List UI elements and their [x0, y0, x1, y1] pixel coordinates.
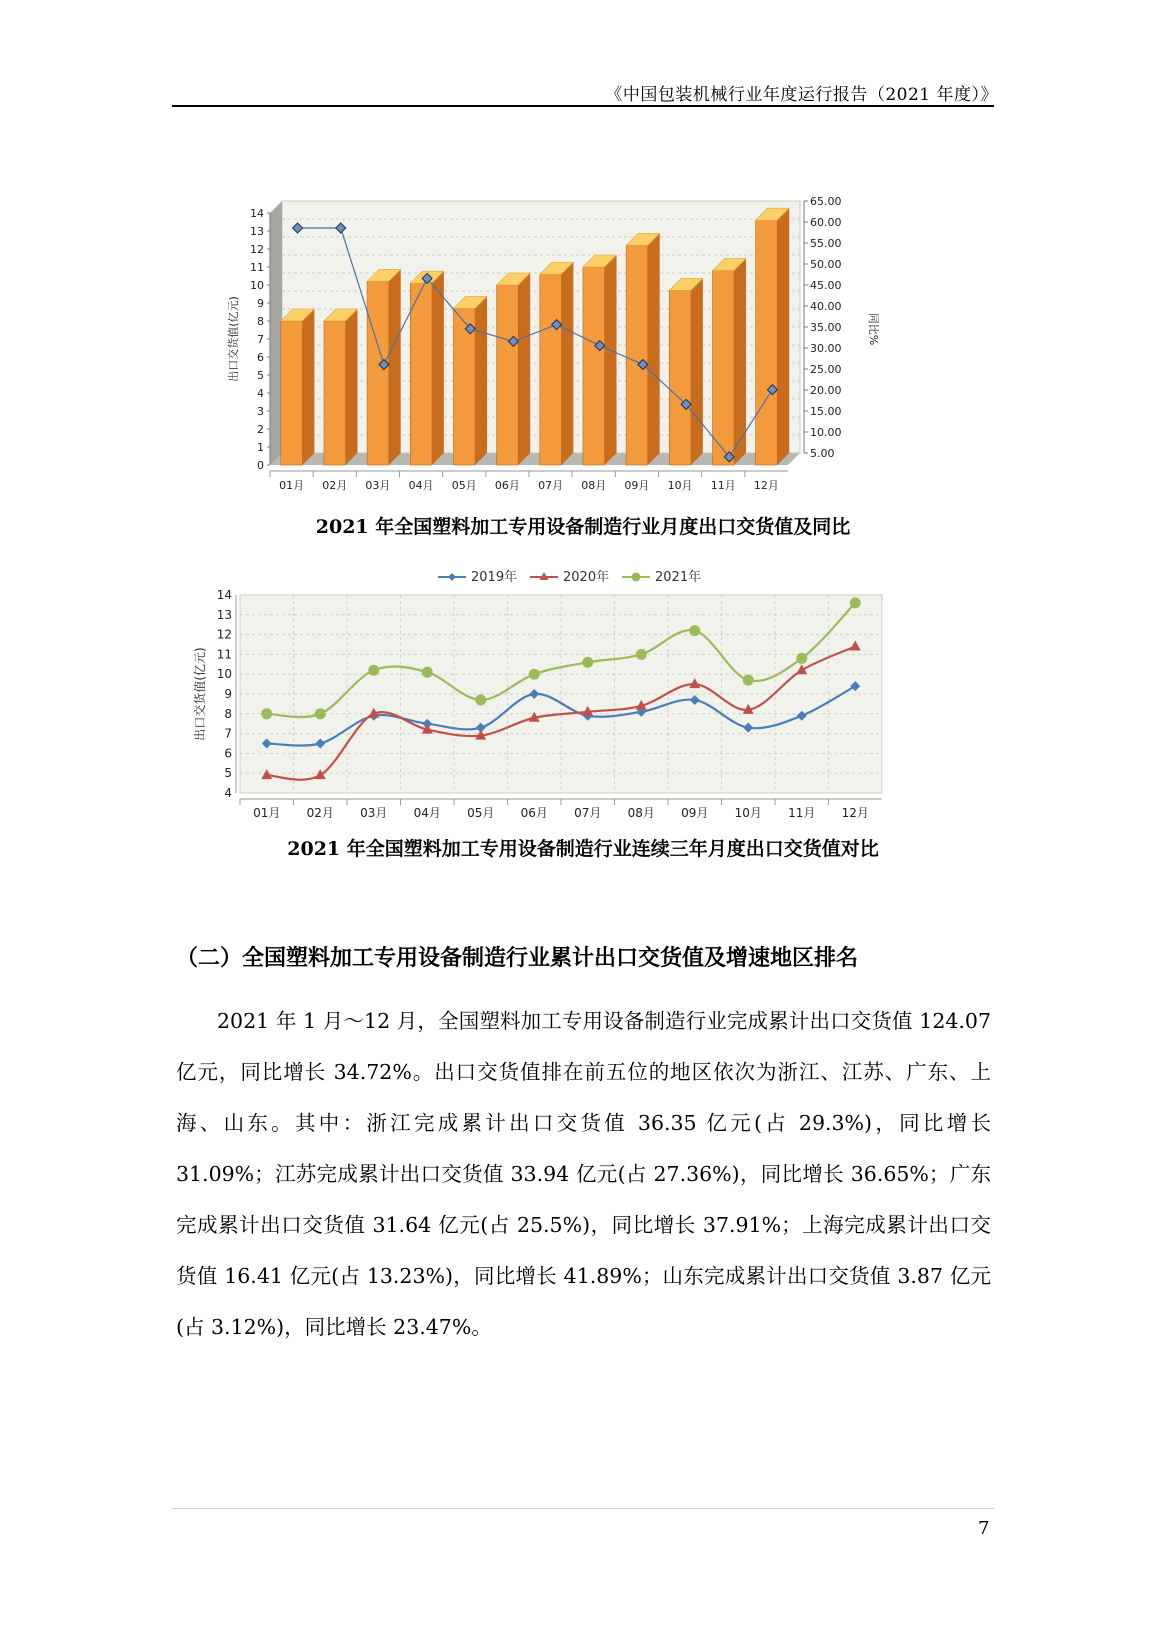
- plot-side-wall: [270, 201, 282, 465]
- x-tick-label: 01月: [253, 806, 281, 820]
- x-tick-label: 11月: [788, 806, 816, 820]
- x-tick-label: 10月: [734, 806, 762, 820]
- y-axis-title: 出口交货值(亿元): [193, 647, 207, 741]
- legend-item: [622, 569, 701, 585]
- y-tick-label: 11: [250, 261, 264, 274]
- x-tick-label: 06月: [494, 479, 520, 492]
- legend-marker: [448, 573, 456, 581]
- y-tick-label: 6: [224, 746, 232, 761]
- body-paragraph: 2021 年 1 月～12 月，全国塑料加工专用设备制造行业完成累计出口交货值 124.07 亿元，同比增长 34.72%。出口交货值排在前五位的地区依次为浙江、江苏、广东、上海、山东。其中：浙江完成累计出口交货值 36.35 亿元(占 29.3%)，同比增长 31.09%；江苏完成累计出口交货值 33.94 亿元(占 27.36%)，同比增长 36.65%；广东完成累计出口交货值 31.64 亿元(占 25.5%)，同比增长 37.91%；上海完成累计出口交货值 16.41 亿元(占 13.23%)，同比增长 41.89%；山东完成累计出口交货值 3.87 亿元(占 3.12%)，同比增长 23.47%。: [176, 1009, 991, 1339]
- y2-tick-label: 25.00: [810, 363, 842, 376]
- y-tick-label: 7: [224, 726, 232, 741]
- bar-11月: [712, 259, 746, 465]
- bar-05月: [453, 296, 487, 465]
- legend-label: 2020年: [563, 570, 610, 585]
- footer-rule: [172, 1508, 994, 1509]
- x-tick-label: 09月: [681, 806, 709, 820]
- point-2021年: [743, 675, 754, 686]
- y-tick-label: 12: [250, 243, 264, 256]
- bar-side: [432, 271, 444, 465]
- y-tick-label: 2: [257, 423, 264, 436]
- bar-front: [367, 281, 389, 465]
- bar-side: [648, 233, 660, 465]
- bar-side: [561, 262, 573, 465]
- bar-line-chart: [225, 195, 880, 495]
- y2-tick-label: 20.00: [810, 384, 842, 397]
- y-tick-label: 0: [257, 459, 264, 472]
- x-tick-label: 04月: [413, 806, 441, 820]
- y2-axis-title: 同比%: [867, 312, 880, 346]
- point-2021年: [315, 708, 326, 719]
- y-tick-label: 6: [257, 351, 264, 364]
- y2-tick-label: 45.00: [810, 279, 842, 292]
- y2-tick-label: 60.00: [810, 216, 842, 229]
- bar-side: [475, 296, 487, 465]
- y-tick-label: 13: [250, 225, 264, 238]
- y-tick-label: 9: [224, 687, 232, 701]
- y2-tick-label: 15.00: [810, 405, 842, 418]
- point-2021年: [850, 597, 861, 608]
- legend: [438, 569, 701, 585]
- bar-side: [518, 273, 530, 465]
- point-2021年: [636, 649, 647, 660]
- bar-front: [540, 274, 562, 465]
- y-tick-label: 8: [257, 315, 264, 328]
- y-tick-label: 4: [257, 387, 264, 400]
- x-tick-label: 10月: [667, 479, 693, 492]
- bar-side: [605, 255, 617, 465]
- bar-side: [777, 208, 789, 465]
- section-title: （二）全国塑料加工专用设备制造行业累计出口交货值及增速地区排名: [176, 946, 859, 971]
- y-tick-label: 10: [216, 667, 232, 682]
- point-2021年: [261, 708, 272, 719]
- x-tick-label: 06月: [520, 806, 548, 820]
- header-rule: [172, 105, 994, 107]
- page-number: 7: [978, 1518, 990, 1539]
- y2-tick-label: 10.00: [810, 426, 842, 439]
- y-tick-label: 5: [257, 369, 264, 382]
- y-tick-label: 8: [224, 706, 232, 721]
- point-2021年: [529, 669, 540, 680]
- bar-02月: [324, 309, 358, 465]
- x-tick-label: 05月: [467, 806, 495, 820]
- y-tick-label: 11: [216, 647, 232, 662]
- chart2-caption: 2021 年全国塑料加工专用设备制造行业连续三年月度出口交货值对比: [287, 838, 879, 860]
- bar-front: [583, 267, 605, 465]
- bar-front: [756, 220, 778, 465]
- x-tick-label: 02月: [306, 806, 334, 820]
- legend-marker: [632, 573, 641, 582]
- y-tick-label: 14: [216, 588, 232, 602]
- bar-10月: [669, 278, 703, 465]
- x-tick-label: 07月: [574, 806, 602, 820]
- x-tick-label: 05月: [451, 479, 477, 492]
- x-tick-label: 02月: [322, 479, 348, 492]
- point-2021年: [368, 665, 379, 676]
- bar-front: [712, 271, 734, 465]
- x-tick-label: 04月: [408, 479, 434, 492]
- bar-side: [346, 309, 358, 465]
- y2-tick-label: 35.00: [810, 321, 842, 334]
- legend-item: [438, 569, 517, 585]
- bar-04月: [410, 271, 444, 465]
- chart1-caption: 2021 年全国塑料加工专用设备制造行业月度出口交货值及同比: [315, 516, 851, 538]
- bar-12月: [756, 208, 790, 465]
- y2-tick-label: 55.00: [810, 237, 842, 250]
- bar-front: [497, 285, 519, 465]
- legend-label: 2021年: [655, 570, 702, 585]
- bar-front: [626, 245, 648, 465]
- legend-label: 2019年: [471, 570, 518, 585]
- y-tick-label: 13: [216, 607, 232, 622]
- x-tick-label: 01月: [279, 479, 305, 492]
- bar-06月: [497, 273, 531, 465]
- bar-front: [324, 321, 346, 465]
- y-tick-label: 3: [257, 405, 264, 418]
- report-header-title: 《中国包装机械行业年度运行报告（2021 年度）》: [605, 85, 998, 105]
- y-tick-label: 14: [250, 207, 264, 220]
- y2-tick-label: 50.00: [810, 258, 842, 271]
- x-tick-label: 03月: [360, 806, 388, 820]
- y-axis-title: 出口交货值(亿元): [227, 296, 240, 382]
- y-tick-label: 9: [257, 297, 264, 310]
- bar-side: [691, 278, 703, 465]
- bar-front: [410, 283, 432, 465]
- bar-01月: [281, 309, 315, 465]
- y-tick-label: 1: [257, 441, 264, 454]
- bar-side: [302, 309, 314, 465]
- bar-side: [389, 269, 401, 465]
- bar-08月: [583, 255, 617, 465]
- legend-item: [530, 569, 609, 585]
- y-tick-label: 12: [216, 627, 232, 642]
- x-tick-label: 08月: [627, 806, 655, 820]
- x-tick-label: 12月: [841, 806, 869, 820]
- x-tick-label: 11月: [710, 479, 736, 492]
- y-tick-label: 10: [250, 279, 264, 292]
- point-2021年: [689, 625, 700, 636]
- y-tick-label: 7: [257, 333, 264, 346]
- x-tick-label: 12月: [753, 479, 779, 492]
- y2-tick-label: 40.00: [810, 300, 842, 313]
- y-tick-label: 5: [224, 766, 232, 781]
- point-2021年: [796, 653, 807, 664]
- y2-tick-label: 5.00: [810, 447, 835, 460]
- x-tick-label: 09月: [624, 479, 650, 492]
- y-tick-label: 4: [224, 786, 232, 800]
- y2-tick-label: 30.00: [810, 342, 842, 355]
- x-tick-label: 03月: [365, 479, 391, 492]
- point-2021年: [582, 657, 593, 668]
- point-2021年: [422, 667, 433, 678]
- bar-07月: [540, 262, 574, 465]
- bar-09月: [626, 233, 660, 465]
- bar-front: [281, 321, 303, 465]
- y2-tick-label: 65.00: [810, 195, 842, 208]
- multi-line-chart: [190, 570, 890, 830]
- x-tick-label: 07月: [538, 479, 564, 492]
- x-tick-label: 08月: [581, 479, 607, 492]
- bar-front: [669, 290, 691, 465]
- point-2021年: [475, 694, 486, 705]
